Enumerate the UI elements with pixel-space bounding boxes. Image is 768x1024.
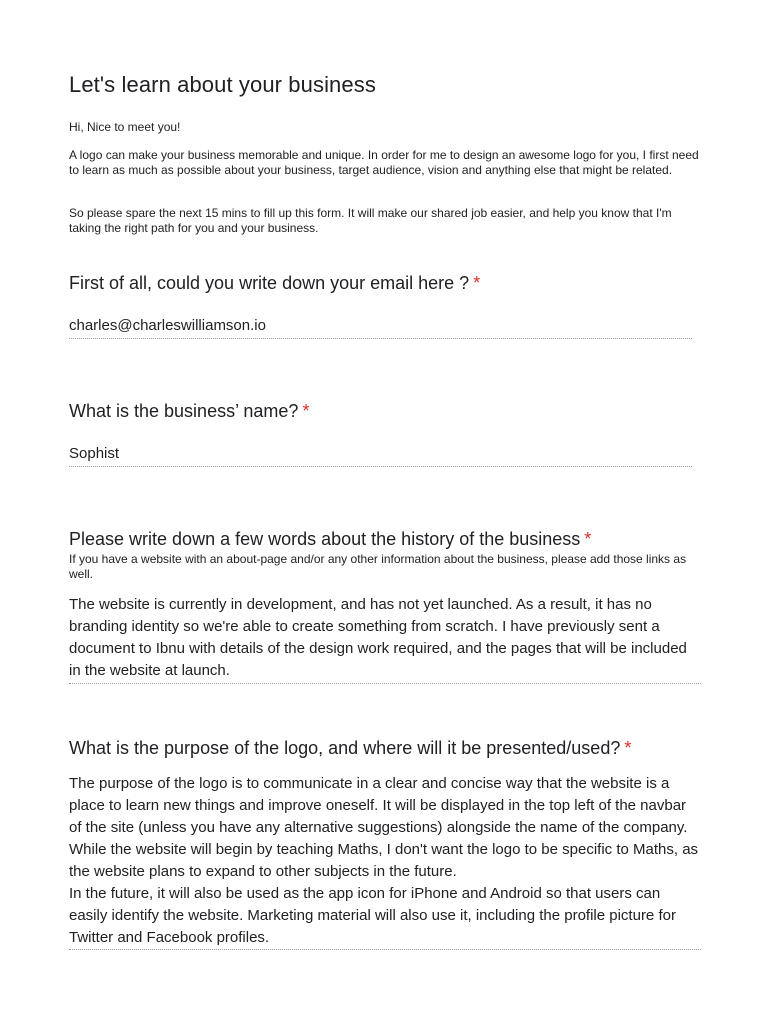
business-name-field[interactable]: Sophist [69, 445, 120, 462]
logo-purpose-textarea-underline [69, 949, 701, 950]
logo-purpose-answer-paragraph: In the future, it will also be used as the app icon for iPhone and Android so that users can easily identify the website. Marketing material will also use it, including the profile picture for Twitter and Facebook profiles. [69, 885, 676, 946]
form-title: Let's learn about your business [69, 72, 376, 97]
business-name-field-underline [69, 466, 692, 467]
required-mark: * [302, 401, 310, 421]
intro-paragraph-logo: A logo can make your business memorable and unique. In order for me to design an awesome logo for you, I first need to learn as much as possible about your business, target audience, vision and anything else that might be related. [69, 148, 699, 177]
question-history-title [69, 527, 591, 551]
question-history-help: If you have a website with an about-page and/or any other information about the business, please add those links as well. [69, 552, 687, 581]
logo-purpose-textarea[interactable] [69, 773, 701, 949]
required-mark: * [473, 273, 481, 293]
intro-paragraph-form: So please spare the next 15 mins to fill up this form. It will make our shared job easier, and help you know that I'm taking the right path for you and your business. [69, 206, 672, 235]
required-mark: * [624, 738, 632, 758]
question-logo-purpose-title [69, 736, 631, 760]
history-textarea-underline [69, 683, 701, 684]
question-logo-purpose-title-text: What is the purpose of the logo, and where will it be presented/used? [69, 738, 621, 758]
email-field[interactable]: charles@charleswilliamson.io [69, 317, 266, 334]
logo-purpose-answer-paragraph: The purpose of the logo is to communicate in a clear and concise way that the website is a place to learn new things and improve oneself. It will be displayed in the top left of the navbar of the site (unless you have any alternative suggestions) alongside the name of the company. While the website will begin by teaching Maths, I don't want the logo to be specific to Maths, as the website plans to expand to other subjects in the future. [69, 775, 699, 880]
email-field-underline [69, 338, 692, 339]
question-email-title-text: First of all, could you write down your email here ? [69, 273, 470, 293]
question-email-title [69, 271, 480, 295]
question-history-title-text: Please write down a few words about the history of the business [69, 529, 581, 549]
question-business-name-title [69, 399, 309, 423]
required-mark: * [584, 529, 592, 549]
history-textarea[interactable]: The website is currently in development, and has not yet launched. As a result, it has no branding identity so we're able to create something from scratch. I have previously sent a document to Ibnu with details of the design work required, and the pages that will be included in the website at launch. [69, 596, 687, 679]
question-business-name-title-text: What is the business’ name? [69, 401, 299, 421]
intro-greeting: Hi, Nice to meet you! [69, 120, 181, 134]
